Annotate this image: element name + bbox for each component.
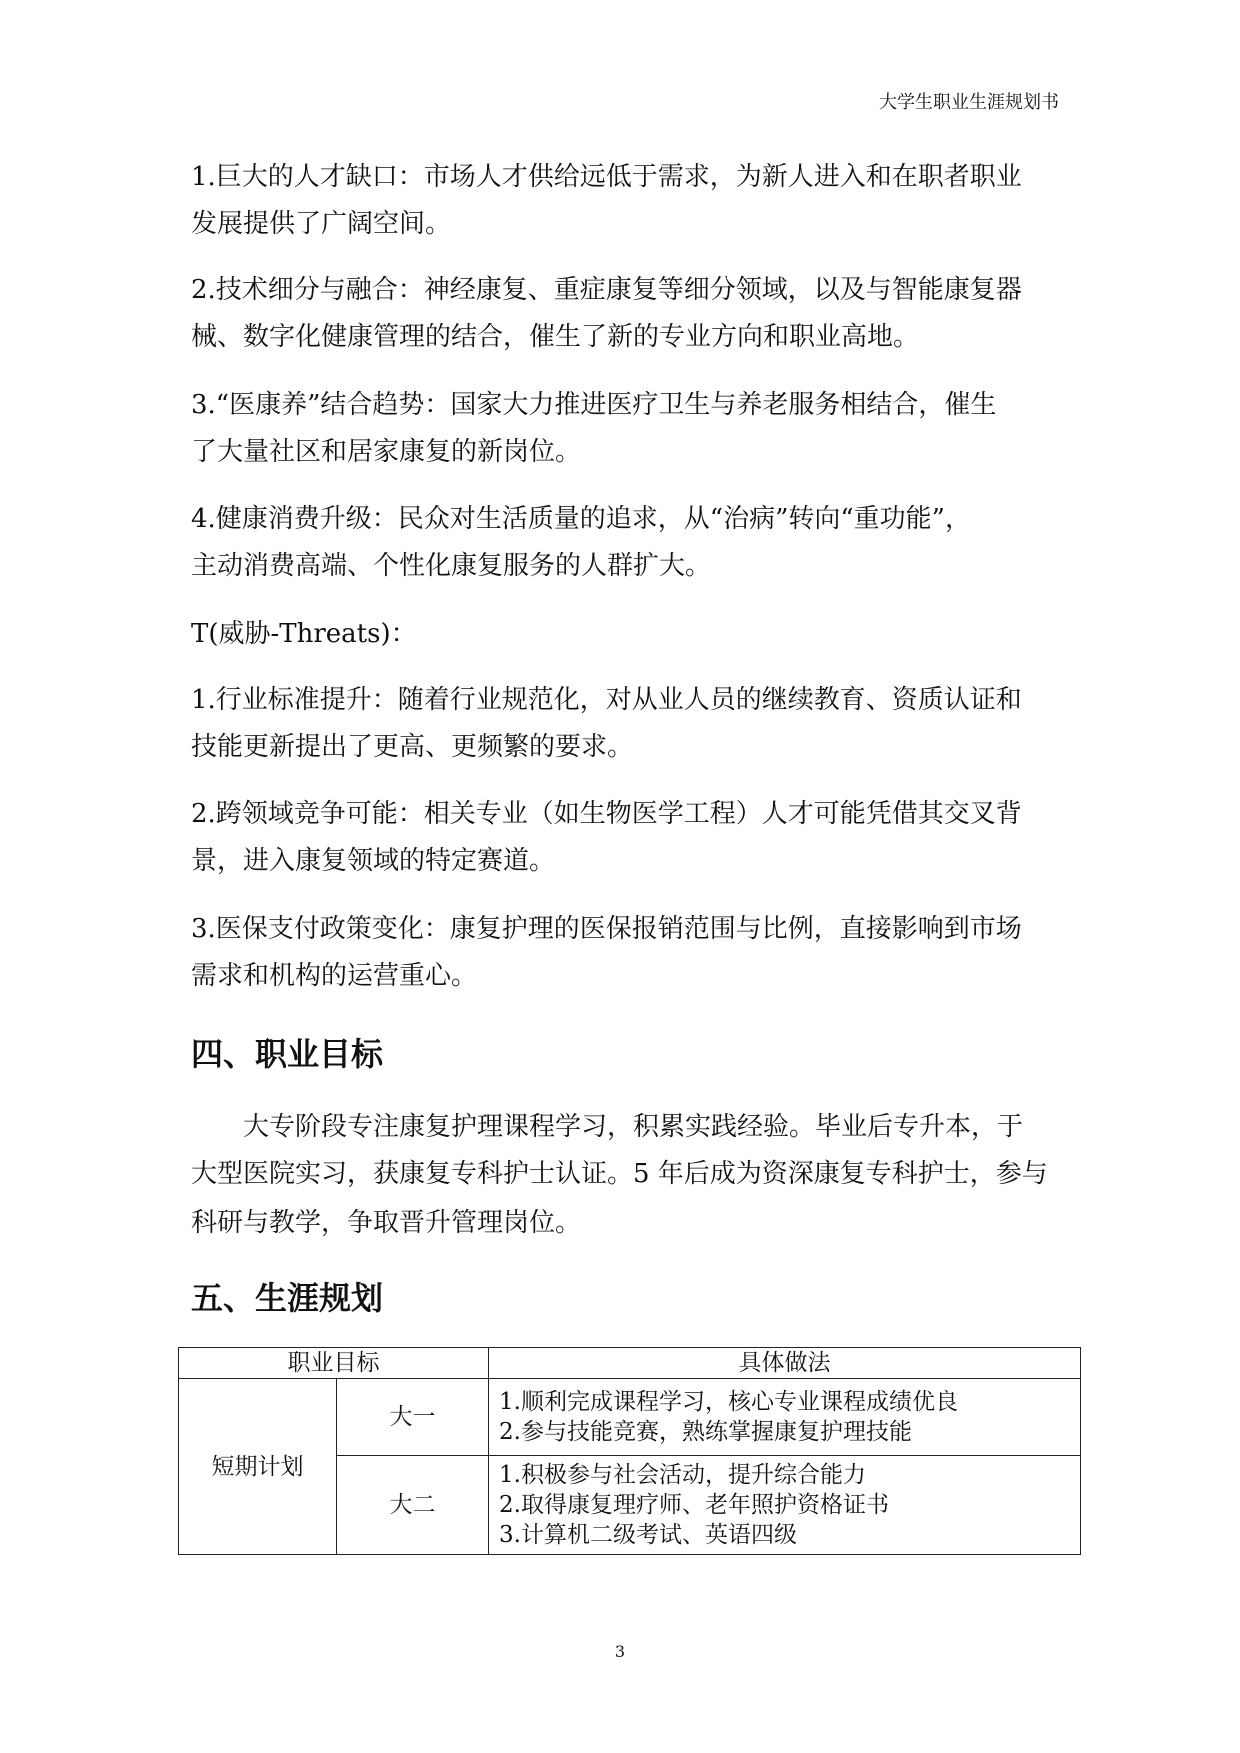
opportunity-3-line-2: 了大量社区和居家康复的新岗位。 — [191, 437, 582, 467]
threats-title: T(威胁-Threats)： — [191, 619, 417, 649]
section-4-line-2: 大型医院实习，获康复专科护士认证。5 年后成为资深康复专科护士，参与 — [191, 1159, 1048, 1189]
method-cell — [489, 1379, 1081, 1456]
section-4-heading: 四、职业目标 — [191, 1035, 384, 1073]
threat-3-line-1: 3.医保支付政策变化：康复护理的医保报销范围与比例，直接影响到市场 — [191, 914, 1022, 944]
method-item: 2.参与技能竞赛，熟练掌握康复护理技能 — [499, 1419, 912, 1445]
section-4-line-3: 科研与教学，争取晋升管理岗位。 — [191, 1208, 582, 1238]
method-cell — [489, 1456, 1081, 1555]
threat-3-line-2: 需求和机构的运营重心。 — [191, 961, 478, 991]
threat-1-line-1: 1.行业标准提升：随着行业规范化，对从业人员的继续教育、资质认证和 — [191, 685, 1022, 715]
header-method: 具体做法 — [489, 1348, 1081, 1379]
stage-cell: 大二 — [337, 1456, 489, 1555]
method-item: 3.计算机二级考试、英语四级 — [499, 1522, 797, 1548]
opportunity-3-line-1: 3.“医康养”结合趋势：国家大力推进医疗卫生与养老服务相结合，催生 — [191, 390, 997, 420]
threat-2-line-2: 景，进入康复领域的特定赛道。 — [191, 846, 556, 876]
opportunity-4-line-1: 4.健康消费升级：民众对生活质量的追求，从“治病”转向“重功能”， — [191, 504, 971, 534]
method-item: 2.取得康复理疗师、老年照护资格证书 — [499, 1492, 889, 1518]
opportunity-2-line-2: 械、数字化健康管理的结合，催生了新的专业方向和职业高地。 — [191, 322, 920, 352]
opportunity-4-line-2: 主动消费高端、个性化康复服务的人群扩大。 — [191, 551, 712, 581]
running-header: 大学生职业生涯规划书 — [879, 92, 1059, 113]
opportunity-2-line-1: 2.技术细分与融合：神经康复、重症康复等细分领域，以及与智能康复器 — [191, 275, 1022, 305]
threat-2-line-1: 2.跨领域竞争可能：相关专业（如生物医学工程）人才可能凭借其交叉背 — [191, 799, 1022, 829]
page-number: 3 — [614, 1642, 626, 1661]
career-plan-table — [178, 1347, 1081, 1555]
table-header-row — [179, 1348, 1081, 1379]
section-4-line-1: 大专阶段专注康复护理课程学习，积累实践经验。毕业后专升本，于 — [243, 1112, 1024, 1142]
threat-1-line-2: 技能更新提出了更高、更频繁的要求。 — [191, 732, 634, 762]
header-goal: 职业目标 — [179, 1348, 489, 1379]
table-row — [179, 1379, 1081, 1456]
method-item: 1.积极参与社会活动，提升综合能力 — [499, 1462, 866, 1488]
section-5-heading: 五、生涯规划 — [191, 1279, 384, 1317]
stage-cell: 大一 — [337, 1379, 489, 1456]
opportunity-1-line-2: 发展提供了广阔空间。 — [191, 209, 452, 239]
method-item: 1.顺利完成课程学习，核心专业课程成绩优良 — [499, 1389, 958, 1415]
opportunity-1-line-1: 1.巨大的人才缺口：市场人才供给远低于需求，为新人进入和在职者职业 — [191, 162, 1022, 192]
group-short-term: 短期计划 — [179, 1379, 337, 1555]
